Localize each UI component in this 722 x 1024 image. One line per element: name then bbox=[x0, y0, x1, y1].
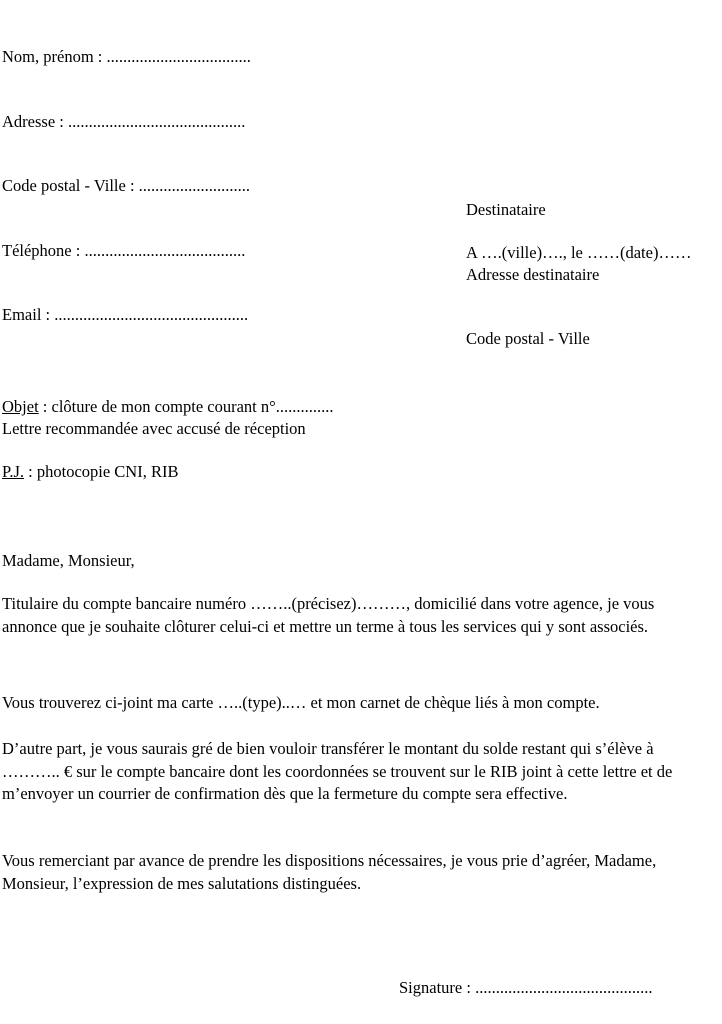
place-and-date-line: A ….(ville)…., le ……(date)…… bbox=[466, 243, 692, 262]
body-paragraph-2: Vous trouverez ci-joint ma carte …..(type)..… et mon carnet de chèque liés à mon compte. bbox=[2, 693, 600, 712]
sender-email-line: Email : ............................................... bbox=[2, 305, 249, 324]
recipient-name-line: Destinataire bbox=[466, 200, 546, 219]
signature-line: Signature : ........................................... bbox=[399, 978, 653, 997]
objet-line bbox=[2, 396, 602, 418]
pj-text: : photocopie CNI, RIB bbox=[24, 461, 179, 481]
sender-address-line: Adresse : ........................................... bbox=[2, 111, 246, 131]
pj-line bbox=[2, 461, 602, 483]
objet-label: Objet bbox=[2, 397, 39, 416]
sender-phone-line: Téléphone : ....................................... bbox=[2, 240, 246, 260]
body-paragraph-3: D’autre part, je vous saurais gré de bien vouloir transférer le montant du solde restant qui s’élève à ……….. € sur le compte bancaire dont les coordonnées se trouvent sur le RIB joint à cette lettre et de m’envoyer un courrier de confirmation dès que la fermeture du compte sera effective. bbox=[2, 739, 673, 803]
body-paragraph-4: Vous remerciant par avance de prendre les dispositions nécessaires, je vous prie d’agréer, Madame, Monsieur, l’expression de mes salutations distinguées. bbox=[2, 851, 657, 893]
sender-identity-block bbox=[2, 3, 422, 369]
registered-mail-notice: Lettre recommandée avec accusé de réception bbox=[2, 419, 306, 438]
sender-postal-city-line: Code postal - Ville : ........................... bbox=[2, 176, 251, 195]
body-paragraph-1: Titulaire du compte bancaire numéro ……..(précisez)………, domicilié dans votre agence, je vous annonce que je souhaite clôturer celui-ci et mettre un terme à tous les services qui y sont associés. bbox=[2, 594, 655, 636]
pj-label: P.J. bbox=[2, 461, 25, 481]
salutation-line: Madame, Monsieur, bbox=[2, 551, 135, 570]
recipient-postal-city-line: Code postal - Ville bbox=[466, 329, 590, 348]
sender-name-line: Nom, prénom : ................................... bbox=[2, 47, 251, 66]
recipient-address-line: Adresse destinataire bbox=[466, 264, 600, 284]
objet-text: : clôture de mon compte courant n°.............. bbox=[38, 397, 334, 416]
